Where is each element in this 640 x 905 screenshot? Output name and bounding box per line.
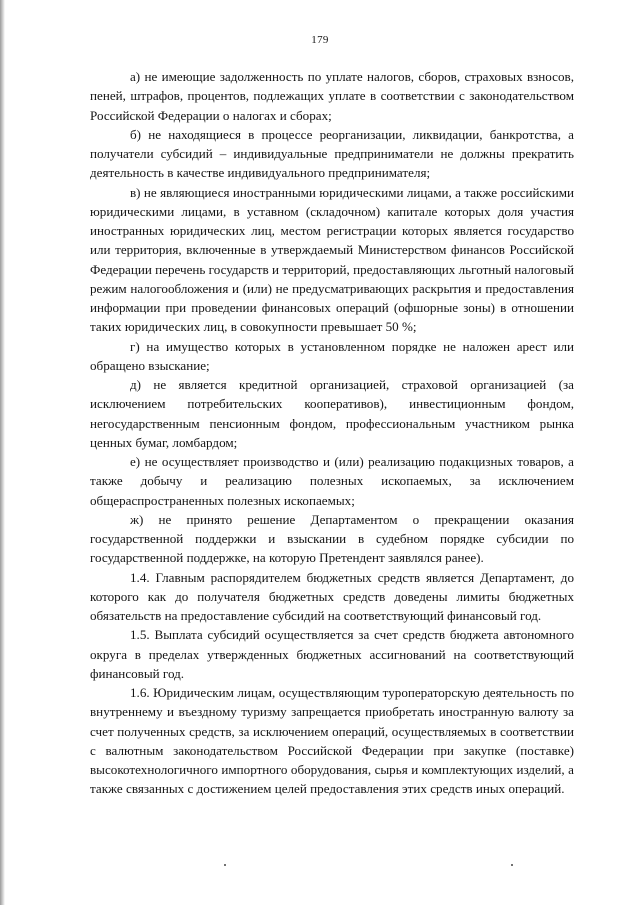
paragraph-item-e: е) не осуществляет производство и (или) реализацию подакцизных товаров, а также добычу и реализацию полезных ископаемых, за исключением общераспространенных полезных ископаемых;: [90, 454, 574, 508]
scan-edge-shadow: [0, 0, 5, 905]
scan-speck: [511, 864, 513, 866]
paragraph-1-6: 1.6. Юридическим лицам, осуществляющим туроператорскую деятельность по внутреннему и въездному туризму запрещается приобретать иностранную валюту за счет полученных средств, за исключением операций, осуществляемых в соответствии с валютным законодательством Российской Федерации при закупке (поставке) высокотехнологичного импортного оборудования, сырья и комплектующих изделий, а также связанных с достижением целей предоставления этих средств иных операций.: [90, 685, 574, 797]
paragraph-1-4: 1.4. Главным распорядителем бюджетных средств является Департамент, до которого как до получателя бюджетных средств доведены лимиты бюджетных обязательств на предоставление субсидий на соответствующий финансовый год.: [90, 569, 574, 623]
page-number: 179: [311, 34, 329, 46]
document-body: [90, 67, 574, 799]
paragraph-item-d: д) не является кредитной организацией, страховой организацией (за исключением потребительских кооперативов), инвестиционным фондом, негосударственным пенсионным фондом, профессиональным участником рынка ценных бумаг, ломбардом;: [90, 377, 574, 450]
paragraph-item-g: г) на имущество которых в установленном порядке не наложен арест или обращено взыскание;: [90, 338, 574, 373]
paragraph-1-5: 1.5. Выплата субсидий осуществляется за счет средств бюджета автономного округа в пределах утвержденных бюджетных ассигнований на соответствующий финансовый год.: [90, 627, 574, 681]
paragraph-item-a: а) не имеющие задолженность по уплате налогов, сборов, страховых взносов, пеней, штрафов, процентов, подлежащих уплате в соответствии с законодательством Российской Федерации о налогах и сборах;: [90, 69, 574, 123]
paragraph-item-v: в) не являющиеся иностранными юридическими лицами, а также российскими юридическими лицами, в уставном (складочном) капитале которых доля участия иностранных юридических лиц, местом регистрации которых является государство или территория, включенные в утверждаемый Министерством финансов Российской Федерации перечень государств и территорий, предоставляющих льготный налоговый режим налогообложения и (или) не предусматривающих раскрытия и предоставления информации при проведении финансовых операций (офшорные зоны) в отношении таких юридических лиц, в совокупности превышает 50 %;: [90, 184, 574, 335]
scan-speck: [224, 864, 226, 866]
paragraph-item-b: б) не находящиеся в процессе реорганизации, ликвидации, банкротства, а получатели субсидий – индивидуальные предприниматели не должны прекратить деятельность в качестве индивидуального предпринимателя;: [90, 126, 574, 181]
paragraph-item-zh: ж) не принято решение Департаментом о прекращении оказания государственной поддержки и взыскании в судебном порядке субсидии по государственной поддержке, на которую Претендент заявлялся ранее).: [90, 511, 574, 566]
